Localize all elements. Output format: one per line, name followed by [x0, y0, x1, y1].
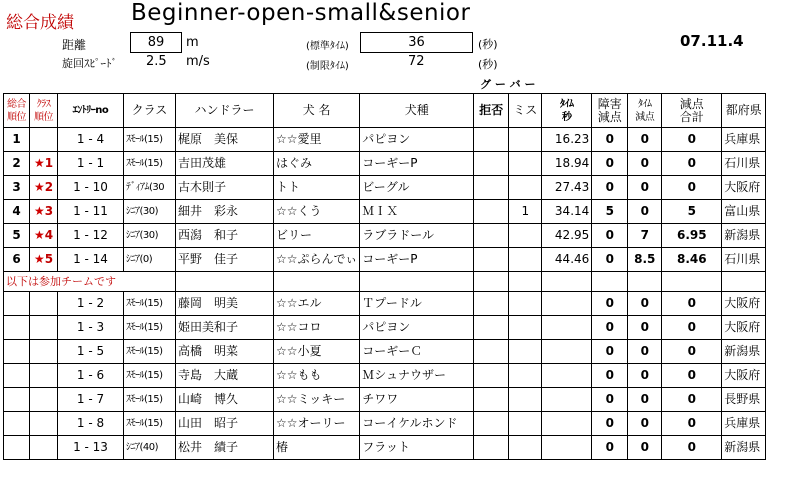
col-time-penalty: ﾀｲﾑ 減点	[628, 94, 662, 128]
event-date: 07.11.4	[680, 32, 744, 50]
entry-no: 1 - 14	[58, 248, 124, 272]
dog-name: トト	[274, 176, 360, 200]
time	[542, 316, 592, 340]
obstacle-penalty: 0	[592, 152, 628, 176]
refusal	[474, 412, 509, 436]
breed: コーギーＣ	[360, 340, 474, 364]
miss	[509, 388, 542, 412]
overall-rank	[4, 412, 30, 436]
time-penalty: 0	[628, 436, 662, 460]
refusal	[474, 224, 509, 248]
overall-rank: 3	[4, 176, 30, 200]
refusal	[474, 340, 509, 364]
entry-no: 1 - 6	[58, 364, 124, 388]
class-rank	[30, 292, 58, 316]
refusal	[474, 248, 509, 272]
total-penalty: 5	[662, 200, 722, 224]
time-penalty: 8.5	[628, 248, 662, 272]
table-header-row	[4, 94, 766, 128]
entry-no: 1 - 1	[58, 152, 124, 176]
total-penalty: 0	[662, 412, 722, 436]
dog-name: ☆☆もも	[274, 364, 360, 388]
class-rank	[30, 364, 58, 388]
time-penalty: 0	[628, 128, 662, 152]
prefecture: 大阪府	[722, 176, 766, 200]
time-penalty: 0	[628, 200, 662, 224]
std-time-value: 36	[360, 32, 473, 53]
refusal	[474, 364, 509, 388]
entry-no: 1 - 10	[58, 176, 124, 200]
time	[542, 388, 592, 412]
star-icon: ★	[33, 252, 45, 266]
class-rank-value: 1	[44, 156, 54, 170]
col-entry-no: ｴﾝﾄﾘｰno	[58, 94, 124, 128]
prefecture: 石川県	[722, 248, 766, 272]
col-refusal: 拒否	[474, 94, 509, 128]
table-row	[4, 176, 766, 200]
time-penalty: 0	[628, 316, 662, 340]
class-rank-value: 2	[44, 180, 54, 194]
empty-cell	[176, 272, 274, 292]
total-penalty: 6.95	[662, 224, 722, 248]
col-class: クラス	[124, 94, 176, 128]
handler: 細井 彩永	[176, 200, 274, 224]
distance-value: 89	[130, 32, 182, 53]
obstacle-penalty: 0	[592, 128, 628, 152]
dog-name: ☆☆くう	[274, 200, 360, 224]
prefecture: 新潟県	[722, 436, 766, 460]
time-penalty: 0	[628, 152, 662, 176]
empty-cell	[592, 272, 628, 292]
total-penalty: 0	[662, 176, 722, 200]
class: ｽﾓｰﾙ(15)	[124, 128, 176, 152]
empty-cell	[628, 272, 662, 292]
breed: ラブラドール	[360, 224, 474, 248]
limit-time-value: 72	[408, 54, 425, 69]
class: ｽﾓｰﾙ(15)	[124, 152, 176, 176]
col-overall-rank: 総合 順位	[4, 94, 30, 128]
time	[542, 412, 592, 436]
std-time-label: (標準ﾀｲﾑ)	[306, 41, 349, 52]
refusal	[474, 128, 509, 152]
class-rank	[30, 316, 58, 340]
breed: チワワ	[360, 388, 474, 412]
time-penalty: 0	[628, 412, 662, 436]
star-icon: ★	[33, 228, 45, 242]
col-total-penalty: 減点 合計	[662, 94, 722, 128]
prefecture: 新潟県	[722, 340, 766, 364]
distance-unit: m	[186, 35, 199, 50]
overall-rank: 6	[4, 248, 30, 272]
refusal	[474, 176, 509, 200]
total-penalty: 0	[662, 152, 722, 176]
overall-rank	[4, 388, 30, 412]
refusal	[474, 152, 509, 176]
total-penalty: 8.46	[662, 248, 722, 272]
obstacle-penalty: 0	[592, 292, 628, 316]
handler: 古木則子	[176, 176, 274, 200]
prefecture: 長野県	[722, 388, 766, 412]
breed: Ｔプードル	[360, 292, 474, 316]
entry-no: 1 - 7	[58, 388, 124, 412]
speed-label: 旋回ｽﾋﾟｰﾄﾞ	[62, 57, 117, 70]
table-row	[4, 248, 766, 272]
obstacle-penalty: 0	[592, 412, 628, 436]
speed-unit: m/s	[186, 54, 210, 69]
miss	[509, 248, 542, 272]
table-row	[4, 412, 766, 436]
miss	[509, 340, 542, 364]
table-row	[4, 128, 766, 152]
obstacle-penalty: 0	[592, 248, 628, 272]
class: ｽﾓｰﾙ(15)	[124, 316, 176, 340]
obstacle-penalty: 5	[592, 200, 628, 224]
table-row	[4, 364, 766, 388]
miss	[509, 436, 542, 460]
page-title-jp: 総合成績	[6, 13, 74, 33]
obstacle-penalty: 0	[592, 224, 628, 248]
miss: 1	[509, 200, 542, 224]
class: ﾃﾞｨｱﾑ(30	[124, 176, 176, 200]
class: ｽﾓｰﾙ(15)	[124, 364, 176, 388]
class: ｽﾓｰﾙ(15)	[124, 292, 176, 316]
breed: ビーグル	[360, 176, 474, 200]
time: 42.95	[542, 224, 592, 248]
entry-no: 1 - 5	[58, 340, 124, 364]
star-icon: ★	[33, 180, 45, 194]
table-row	[4, 224, 766, 248]
dog-name: ☆☆エル	[274, 292, 360, 316]
dog-name: ☆☆愛里	[274, 128, 360, 152]
class: ｼﾆｱ(30)	[124, 200, 176, 224]
miss	[509, 176, 542, 200]
overall-rank: 5	[4, 224, 30, 248]
page-title: Beginner-open-small&senior	[131, 0, 471, 26]
empty-cell	[474, 272, 509, 292]
refusal	[474, 316, 509, 340]
group-label: グ ー バ ー	[480, 78, 536, 91]
breed: パピヨン	[360, 316, 474, 340]
col-breed: 犬種	[360, 94, 474, 128]
star-icon: ★	[33, 156, 45, 170]
prefecture: 大阪府	[722, 364, 766, 388]
dog-name: ☆☆小夏	[274, 340, 360, 364]
handler: 西潟 和子	[176, 224, 274, 248]
time	[542, 340, 592, 364]
participants-note: 以下は参加チームです	[4, 272, 176, 292]
dog-name: ☆☆ミッキー	[274, 388, 360, 412]
col-miss: ミス	[509, 94, 542, 128]
col-time: ﾀｲﾑ 秒	[542, 94, 592, 128]
entry-no: 1 - 4	[58, 128, 124, 152]
handler: 吉田茂雄	[176, 152, 274, 176]
time	[542, 436, 592, 460]
handler: 高橋 明菜	[176, 340, 274, 364]
distance-label: 距離	[62, 38, 87, 52]
class-rank-value: 3	[44, 204, 54, 218]
time-penalty: 0	[628, 364, 662, 388]
table-row	[4, 436, 766, 460]
handler: 姫田美和子	[176, 316, 274, 340]
table-row	[4, 316, 766, 340]
breed: コーギーP	[360, 248, 474, 272]
total-penalty: 0	[662, 436, 722, 460]
overall-rank	[4, 316, 30, 340]
std-time-unit: (秒)	[478, 38, 498, 51]
table-row	[4, 340, 766, 364]
miss	[509, 224, 542, 248]
time: 16.23	[542, 128, 592, 152]
overall-rank	[4, 292, 30, 316]
refusal	[474, 292, 509, 316]
class-rank-value: 4	[44, 228, 54, 242]
class: ｽﾓｰﾙ(15)	[124, 388, 176, 412]
dog-name: ☆☆コロ	[274, 316, 360, 340]
handler: 梶原 美保	[176, 128, 274, 152]
limit-time-label: (制限ﾀｲﾑ)	[306, 61, 349, 72]
refusal	[474, 388, 509, 412]
time-penalty: 0	[628, 176, 662, 200]
refusal	[474, 436, 509, 460]
class-rank	[30, 436, 58, 460]
note-row	[4, 272, 766, 292]
dog-name: はぐみ	[274, 152, 360, 176]
prefecture: 新潟県	[722, 224, 766, 248]
obstacle-penalty: 0	[592, 436, 628, 460]
limit-time-unit: (秒)	[478, 58, 498, 71]
breed: フラット	[360, 436, 474, 460]
class-rank	[30, 224, 58, 248]
handler: 藤岡 明美	[176, 292, 274, 316]
class-rank	[30, 152, 58, 176]
class-rank	[30, 412, 58, 436]
class-rank	[30, 248, 58, 272]
empty-cell	[542, 272, 592, 292]
dog-name: ビリー	[274, 224, 360, 248]
handler: 山田 昭子	[176, 412, 274, 436]
time-penalty: 7	[628, 224, 662, 248]
table-row	[4, 152, 766, 176]
entry-no: 1 - 2	[58, 292, 124, 316]
miss	[509, 316, 542, 340]
class-rank	[30, 176, 58, 200]
total-penalty: 0	[662, 128, 722, 152]
star-icon: ★	[33, 204, 45, 218]
overall-rank: 4	[4, 200, 30, 224]
prefecture: 大阪府	[722, 292, 766, 316]
obstacle-penalty: 0	[592, 364, 628, 388]
class: ｼﾆｱ(0)	[124, 248, 176, 272]
handler: 松井 績子	[176, 436, 274, 460]
speed-value: 2.5	[146, 54, 167, 69]
miss	[509, 128, 542, 152]
obstacle-penalty: 0	[592, 340, 628, 364]
breed: ＭＩＸ	[360, 200, 474, 224]
dog-name: ☆☆ぷらんでぃ	[274, 248, 360, 272]
refusal	[474, 200, 509, 224]
empty-cell	[722, 272, 766, 292]
col-prefecture: 都府県	[722, 94, 766, 128]
class-rank	[30, 340, 58, 364]
table-row	[4, 388, 766, 412]
time-penalty: 0	[628, 340, 662, 364]
time: 44.46	[542, 248, 592, 272]
dog-name: 椿	[274, 436, 360, 460]
overall-rank: 1	[4, 128, 30, 152]
prefecture: 富山県	[722, 200, 766, 224]
col-handler: ハンドラー	[176, 94, 274, 128]
obstacle-penalty: 0	[592, 388, 628, 412]
overall-rank: 2	[4, 152, 30, 176]
time: 34.14	[542, 200, 592, 224]
class: ｽﾓｰﾙ(15)	[124, 340, 176, 364]
total-penalty: 0	[662, 340, 722, 364]
results-table	[3, 93, 766, 460]
class-rank-value: 5	[44, 252, 54, 266]
overall-rank	[4, 364, 30, 388]
total-penalty: 0	[662, 316, 722, 340]
entry-no: 1 - 11	[58, 200, 124, 224]
table-row	[4, 200, 766, 224]
class: ｽﾓｰﾙ(15)	[124, 412, 176, 436]
class-rank	[30, 128, 58, 152]
entry-no: 1 - 12	[58, 224, 124, 248]
time: 27.43	[542, 176, 592, 200]
time-penalty: 0	[628, 388, 662, 412]
prefecture: 石川県	[722, 152, 766, 176]
time	[542, 364, 592, 388]
breed: パピヨン	[360, 128, 474, 152]
overall-rank	[4, 436, 30, 460]
class-rank	[30, 388, 58, 412]
prefecture: 兵庫県	[722, 128, 766, 152]
miss	[509, 152, 542, 176]
prefecture: 兵庫県	[722, 412, 766, 436]
dog-name: ☆☆オーリー	[274, 412, 360, 436]
breed: コーギーP	[360, 152, 474, 176]
table-row	[4, 292, 766, 316]
total-penalty: 0	[662, 364, 722, 388]
miss	[509, 364, 542, 388]
class: ｼﾆｱ(30)	[124, 224, 176, 248]
breed: Ｍシュナウザー	[360, 364, 474, 388]
col-class-rank: ｸﾗｽ 順位	[30, 94, 58, 128]
total-penalty: 0	[662, 292, 722, 316]
time-penalty: 0	[628, 292, 662, 316]
empty-cell	[509, 272, 542, 292]
obstacle-penalty: 0	[592, 316, 628, 340]
empty-cell	[274, 272, 360, 292]
handler: 寺島 大蔵	[176, 364, 274, 388]
col-obstacle-penalty: 障害 減点	[592, 94, 628, 128]
prefecture: 大阪府	[722, 316, 766, 340]
class: ｼﾆｱ(40)	[124, 436, 176, 460]
breed: コーイケルホンド	[360, 412, 474, 436]
class-rank	[30, 200, 58, 224]
time	[542, 292, 592, 316]
empty-cell	[360, 272, 474, 292]
time: 18.94	[542, 152, 592, 176]
miss	[509, 292, 542, 316]
handler: 平野 佳子	[176, 248, 274, 272]
handler: 山崎 博久	[176, 388, 274, 412]
entry-no: 1 - 8	[58, 412, 124, 436]
col-dog-name: 犬 名	[274, 94, 360, 128]
entry-no: 1 - 13	[58, 436, 124, 460]
entry-no: 1 - 3	[58, 316, 124, 340]
obstacle-penalty: 0	[592, 176, 628, 200]
total-penalty: 0	[662, 388, 722, 412]
miss	[509, 412, 542, 436]
empty-cell	[662, 272, 722, 292]
overall-rank	[4, 340, 30, 364]
